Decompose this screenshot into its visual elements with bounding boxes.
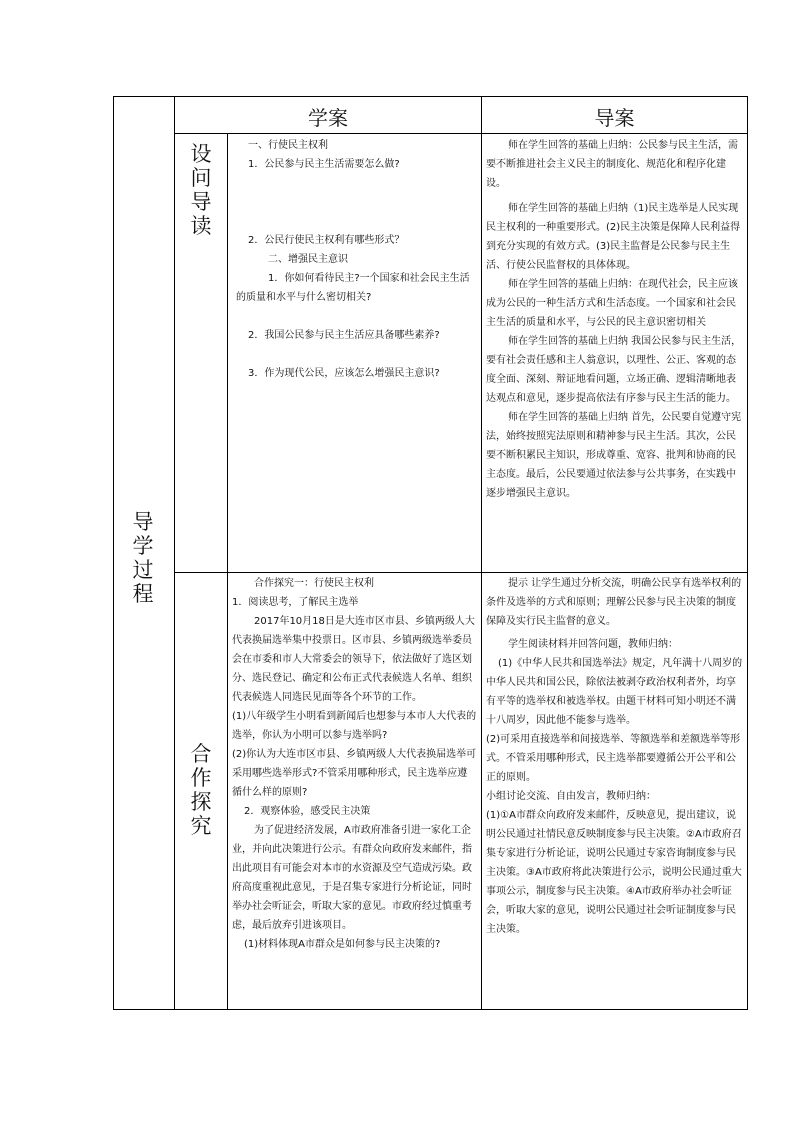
sec1-right-p4: 师在学生回答的基础上归纳 我国公民参与民主生活，要有社会责任感和主人翁意识，以理性、公正、客观的态度全面、深刻、辩证地看问题，立场正确、逻辑清晰地表达观点和意见，逐步提高依法有序参与民主生活的能力。 <box>486 336 742 404</box>
sec1-right-p3: 师在学生回答的基础上归纳：在现代社会，民主应该成为公民的一种生活方式和生活态度。一个国家和社会民主生活的质量和水平，与公民的民主意识密切相关 <box>486 279 738 328</box>
sec1-left-heading-2: 二、增强民主意识 <box>268 254 348 265</box>
vertical-label-char: 设 <box>190 142 212 166</box>
table-bottom-border <box>113 1009 748 1010</box>
sublabel-column-border <box>227 133 228 1010</box>
section1-label <box>188 142 214 238</box>
table-right-border <box>747 96 748 1010</box>
left-vertical-label <box>130 510 156 606</box>
vertical-label-char: 合 <box>190 742 212 766</box>
sec2-right-a3: (1)①A市群众向政府发来邮件，反映意见，提出建议，说明公民通过社情民意反映制度参与民主决策。②A市政府召集专家进行分析论证，说明公民通过专家咨询制度参与民主决策。③A市政府将此决策进行公示，说明公民通过重大事项公示，制度参与民主决策。④A市政府举办社会听证会，听取大家的意见，说明公民通过社会听证制度参与民主决策。 <box>486 810 742 935</box>
vertical-label-char: 导 <box>132 510 154 534</box>
sec2-left-title: 合作探究一：行使民主权利 <box>254 578 374 589</box>
vertical-label-char: 究 <box>190 814 212 838</box>
section-divider <box>174 572 748 573</box>
section2-guide-cell <box>486 574 743 939</box>
sec1-left-q3: 1．你如何看待民主?一个国家和社会民主生活的质量和水平与什么密切相关? <box>236 273 470 303</box>
vertical-label-char: 导 <box>190 190 212 214</box>
section2-study-cell <box>232 574 477 954</box>
sec2-left-sub1: 1．阅读思考，了解民主选举 <box>232 597 359 608</box>
section1-guide-cell <box>486 136 743 503</box>
vertical-label-char: 学 <box>132 534 154 558</box>
sec2-left-material1: 2017年10月18日是大连市区市县、乡镇两级人大代表换届选举集中投票日。区市县、乡镇两级选举委员会在市委和市人大常委会的领导下，依法做好了选区划分、选民登记、确定和公布正式代表候选人名单、组织代表候选人同选民见面等各个环节的工作。 <box>232 616 475 703</box>
section1-study-cell <box>236 136 476 383</box>
sec1-right-p2: 师在学生回答的基础上归纳（1)民主选举是人民实现民主权利的一种重要形式。(2)民主决策是保障人民利益得到充分实现的有效方式。(3)民主监督是公民参与民主生活、行使公民监督权的具体体现。 <box>486 203 741 271</box>
sec1-left-q1: 1．公民参与民主生活需要怎么做? <box>248 159 400 170</box>
sec1-right-p5: 师在学生回答的基础上归纳 首先，公民要自觉遵守宪法，始终按照宪法原则和精神参与民主生活。其次，公民要不断积累民主知识，形成尊重、宽容、批判和协商的民主态度。最后，公民要通过依法参与公共事务，在实践中逐步增强民主意识。 <box>486 412 742 499</box>
sec2-right-tip: 提示 让学生通过分析交流，明确公民享有选举权利的条件及选举的方式和原则；理解公民参与民主决策的制度保障及实行民主监督的意义。 <box>486 578 742 627</box>
header-bottom-border <box>174 133 748 134</box>
sec2-left-material2: 为了促进经济发展，A市政府准备引进一家化工企业，并向此决策进行公示。有群众向政府发来邮件，指出此项目有可能会对本市的水资源及空气造成污染。政府高度重视此意见，于是召集专家进行分析论证，同时举办社会听证会，听取大家的意见。市政府经过慎重考虑，最后放弃引进该项目。 <box>232 825 472 931</box>
vertical-label-char: 作 <box>190 766 212 790</box>
sec2-right-a2: (2)可采用直接选举和间接选举、等额选举和差额选举等形式。不管采用哪种形式，民主选举都要遵循公开公平和公正的原则。 <box>486 734 741 783</box>
middle-column-border <box>481 96 482 1010</box>
sec1-left-heading-1: 一、行使民主权利 <box>248 140 328 151</box>
sec1-left-q2: 2．公民行使民主权利有哪些形式？ <box>248 235 405 246</box>
sec2-left-q1: (1)八年级学生小明看到新闻后也想参与本市人大代表的选举，你认为小明可以参与选举吗? <box>232 711 477 741</box>
sec2-right-intro: 学生阅读材料并回答问题，教师归纳： <box>508 639 678 650</box>
sec1-left-q4: 2．我国公民参与民主生活应具备哪些素养? <box>248 330 440 341</box>
vertical-label-char: 过 <box>132 558 154 582</box>
section2-label <box>188 742 214 838</box>
sec2-left-q3: (1)材料体现A市群众是如何参与民主决策的? <box>244 939 441 950</box>
sec2-left-sub2: 2．观察体验，感受民主决策 <box>244 806 371 817</box>
header-study: 学案 <box>308 106 348 130</box>
vertical-label-char: 程 <box>132 582 154 606</box>
table-left-border <box>113 96 114 1010</box>
header-guide: 导案 <box>594 106 635 130</box>
vertical-label-char: 探 <box>190 790 212 814</box>
sec2-right-a1: (1)《中华人民共和国选举法》规定，凡年满十八周岁的中华人民共和国公民，除依法被剥夺政治权利者外，均享有平等的选举权和被选举权。由题干材料可知小明还不满十八周岁，因此他不能参与选举。 <box>486 658 743 726</box>
sec1-right-p1: 师在学生回答的基础上归纳：公民参与民主生活，需要不断推进社会主义民主的制度化、规范化和程序化建设。 <box>486 140 738 189</box>
sec2-left-q2: (2)你认为大连市区市县、乡镇两级人大代表换届选举可采用哪些选举形式?不管采用哪种形式，民主选举应遵循什么样的原则? <box>232 749 477 798</box>
label-column-border <box>174 96 175 1010</box>
sec2-right-discuss: 小组讨论交流、自由发言，教师归纳： <box>486 791 656 802</box>
sec1-left-q5: 3．作为现代公民，应该怎么增强民主意识? <box>248 368 440 379</box>
vertical-label-char: 问 <box>190 166 212 190</box>
table-top-border <box>113 96 748 97</box>
vertical-label-char: 读 <box>190 214 212 238</box>
